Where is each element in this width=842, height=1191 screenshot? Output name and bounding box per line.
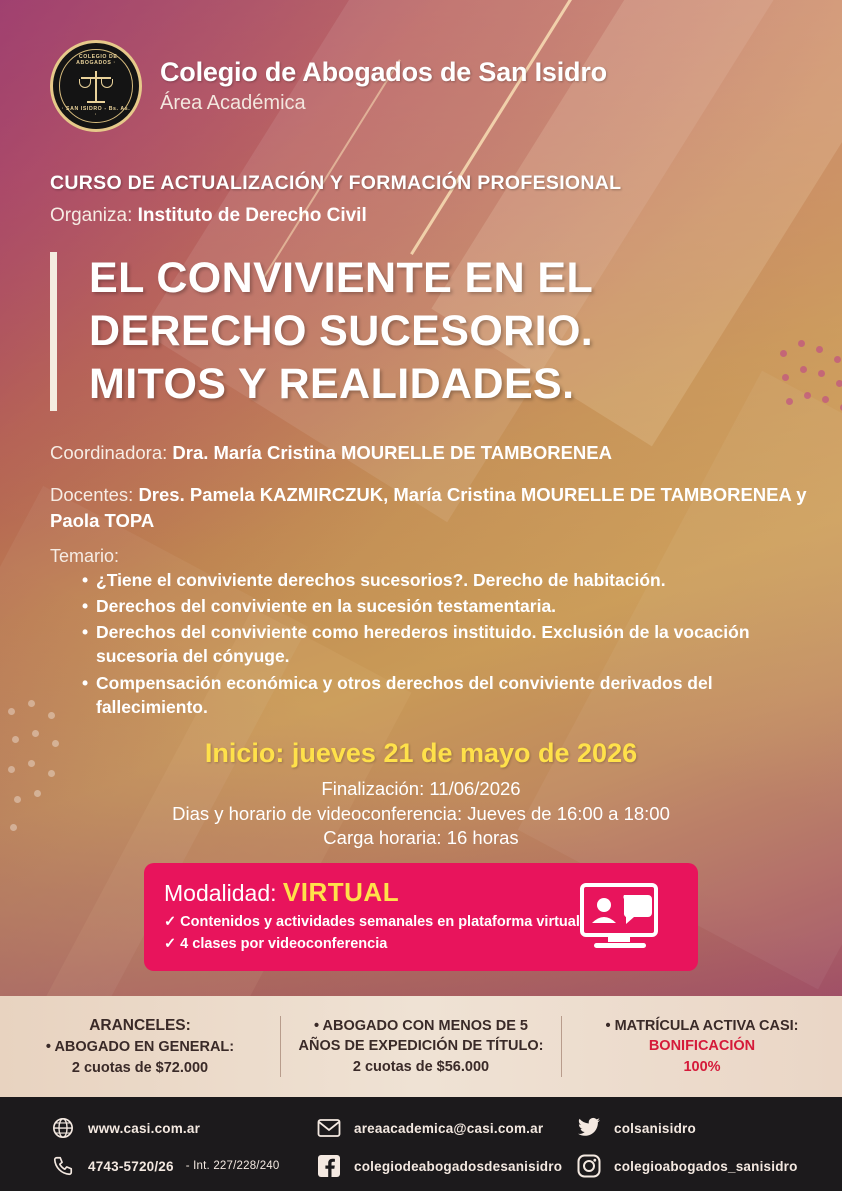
logo-top-text: · COLEGIO DE ABOGADOS · [74,54,118,66]
footer-instagram[interactable] [576,1153,798,1179]
globe-icon [50,1115,76,1141]
modality-label: Modalidad: [164,880,277,906]
envelope-icon [316,1115,342,1141]
footer-phone-label: 4743-5720/26 [88,1158,174,1174]
fees-col2-line1: • ABOGADO CON MENOS DE 5 [313,1017,528,1034]
footer-facebook[interactable] [316,1153,562,1179]
twitter-icon [576,1115,602,1141]
end-date: Finalización: 11/06/2026 [321,778,521,799]
start-date: Inicio: jueves 21 de mayo de 2026 [204,738,638,768]
fees-col1-line1: • ABOGADO EN GENERAL: [45,1038,235,1055]
coordinator-line [50,442,612,464]
modality-item-2: ✓ 4 clases por videoconferencia [164,936,388,952]
fees-col1-line2: 2 cuotas de $72.000 [71,1059,209,1076]
footer-instagram-label: colegioabogados_sanisidro [614,1158,798,1174]
poster-header [50,40,607,132]
organizer-label: Organiza: [50,205,133,226]
poster-footer [0,1097,842,1191]
modality-value: VIRTUAL [282,877,400,907]
footer-email[interactable] [316,1115,543,1141]
organizer-line [50,205,367,227]
teachers-label: Docentes: [50,484,134,505]
course-kicker: CURSO DE ACTUALIZACIÓN Y FORMACIÓN PROFESIONAL [50,172,622,194]
coordinator-label: Coordinadora: [50,442,168,463]
fees-col2-line2: AÑOS DE EXPEDICIÓN DE TÍTULO: [298,1038,544,1055]
teachers-value: Dres. Pamela KAZMIRCZUK, María Cristina MOURELLE DE TAMBORENEA y Paola TOPA [50,484,807,531]
logo-inner-ring [59,49,133,123]
fees-col3-line2: BONIFICACIÓN [648,1038,756,1055]
institution-name: Colegio de Abogados de San Isidro [160,57,607,88]
modality-item-1: ✓ Contenidos y actividades semanales en plataforma virtual [164,914,580,930]
footer-facebook-label: colegiodeabogadosdesanisidro [354,1158,563,1174]
coordinator-value: Dra. María Cristina MOURELLE DE TAMBORENEA [172,442,612,463]
fees-title: ARANCELES: [89,1016,191,1034]
list-item: • ¿Tiene el conviviente derechos sucesorios?. Derecho de habitación. [82,568,812,592]
footer-email-label: areaacademica@casi.com.ar [354,1120,544,1136]
facebook-icon [316,1153,342,1179]
footer-phone[interactable] [50,1153,280,1179]
course-hours: Carga horaria: 16 horas [323,827,519,848]
footer-phone-ext: - Int. 227/228/240 [185,1160,280,1172]
logo-bottom-text: · SAN ISIDRO - Bs. As. · [61,106,131,118]
list-item: • Compensación económica y otros derechos del conviviente derivados del fallecimiento. [82,671,812,719]
fees-col2-line3: 2 cuotas de $56.000 [352,1058,490,1075]
casi-logo [50,40,142,132]
instagram-icon [576,1153,602,1179]
fees-col3-line3: 100% [683,1058,721,1075]
course-title-line-3: MITOS Y REALIDADES. [89,359,575,408]
footer-website-label: www.casi.com.ar [88,1120,201,1136]
institution-area: Área Académica [160,91,306,114]
phone-icon [50,1153,76,1179]
syllabus-list [82,568,812,721]
footer-twitter-label: colsanisidro [614,1120,696,1136]
fees-col3-line1: • MATRÍCULA ACTIVA CASI: [605,1017,799,1034]
course-title-line-1: EL CONVIVIENTE EN EL [89,254,594,302]
organizer-value: Instituto de Derecho Civil [137,205,367,226]
course-title [50,252,790,411]
fees-column-1 [0,1015,280,1078]
videoconference-icon [576,881,672,953]
modality-box [144,863,698,971]
list-item: • Derechos del conviviente como herederos instituido. Exclusión de la vocación sucesoria del cónyuge. [82,620,812,668]
fees-column-3 [562,1016,842,1078]
schedule: Dias y horario de videoconferencia: Jueves de 16:00 a 18:00 [172,803,670,824]
teachers-line [50,482,810,534]
header-texts [160,58,607,113]
footer-website[interactable] [50,1115,200,1141]
fees-strip [0,996,842,1097]
fees-column-2 [280,1016,562,1078]
scales-of-justice-icon [79,69,113,103]
course-title-line-2: DERECHO SUCESORIO. [89,306,594,355]
list-item: • Derechos del conviviente en la sucesión testamentaria. [82,594,812,618]
syllabus-label: Temario: [50,546,120,566]
footer-twitter[interactable] [576,1115,696,1141]
